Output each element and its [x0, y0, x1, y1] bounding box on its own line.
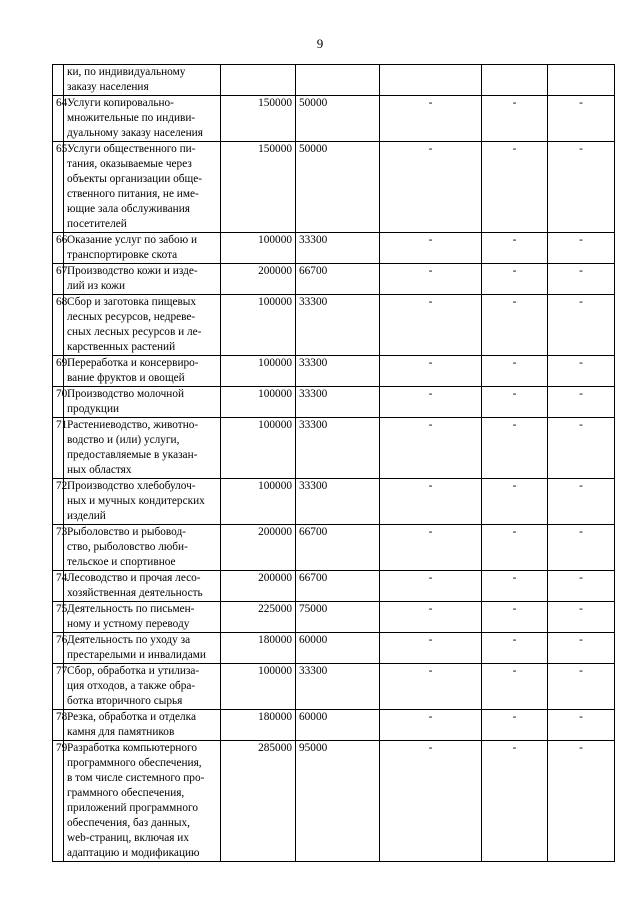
value-potential-income: 225000 [221, 602, 296, 633]
table-row [53, 571, 615, 602]
activity-name [64, 525, 221, 571]
value-col-5: - [380, 664, 482, 710]
activity-name-line: программного обеспечения, [67, 757, 202, 769]
value-tax-amount: 33300 [296, 479, 380, 525]
value-col-7: - [548, 710, 615, 741]
value-potential-income: 200000 [221, 571, 296, 602]
table-row [53, 741, 615, 862]
row-number [53, 65, 64, 96]
activity-name-line: адаптацию и модификацию [67, 847, 200, 859]
value-potential-income: 100000 [221, 356, 296, 387]
value-tax-amount: 33300 [296, 295, 380, 356]
activity-name-line: Сбор, обработка и утилиза- [67, 665, 200, 677]
value-col-6 [482, 65, 548, 96]
activity-name [64, 664, 221, 710]
value-tax-amount: 50000 [296, 142, 380, 233]
value-potential-income: 100000 [221, 664, 296, 710]
row-number: 75 [53, 602, 64, 633]
value-col-7: - [548, 356, 615, 387]
activity-name-line: ство, рыболовство люби- [67, 541, 188, 553]
activity-name [64, 418, 221, 479]
value-col-6: - [482, 710, 548, 741]
row-number: 74 [53, 571, 64, 602]
value-col-5: - [380, 233, 482, 264]
activity-name-line: Производство хлебобулоч- [67, 480, 196, 492]
activity-name [64, 741, 221, 862]
table-row [53, 264, 615, 295]
value-potential-income: 100000 [221, 387, 296, 418]
activity-name-line: web-страниц, включая их [67, 832, 189, 844]
value-col-5: - [380, 571, 482, 602]
activity-name-line: Оказание услуг по забою и [67, 234, 198, 246]
activity-name-line: сных лесных ресурсов и ле- [67, 326, 202, 338]
activity-name-line: Разработка компьютерного [67, 742, 198, 754]
value-col-6: - [482, 233, 548, 264]
activity-name-line: тания, оказываемые через [67, 158, 192, 170]
row-number: 71 [53, 418, 64, 479]
activity-name-line: транспортировке скота [67, 249, 178, 261]
activity-name-line: ция отходов, а также обра- [67, 680, 196, 692]
activity-name-line: ственного питания, не име- [67, 188, 199, 200]
row-number: 68 [53, 295, 64, 356]
activity-name-line: приложений программного [67, 802, 199, 814]
activity-name-line: предоставляемые в указан- [67, 449, 198, 461]
activity-name-line: ному и устному переводу [67, 618, 190, 630]
value-col-5: - [380, 356, 482, 387]
value-tax-amount: 33300 [296, 664, 380, 710]
row-number: 69 [53, 356, 64, 387]
activity-name-line: Услуги общественного пи- [67, 143, 196, 155]
activity-name-line: продукции [67, 403, 120, 415]
row-number: 76 [53, 633, 64, 664]
value-col-5: - [380, 418, 482, 479]
row-number: 79 [53, 741, 64, 862]
table-row [53, 295, 615, 356]
value-col-6: - [482, 525, 548, 571]
page-number: 9 [316, 36, 324, 51]
activity-name [64, 633, 221, 664]
value-col-7: - [548, 633, 615, 664]
activity-name-line: в том числе системного про- [67, 772, 205, 784]
value-col-6: - [482, 571, 548, 602]
value-tax-amount: 33300 [296, 356, 380, 387]
activity-name [64, 387, 221, 418]
tax-rates-table [52, 64, 615, 862]
value-col-5: - [380, 710, 482, 741]
activity-name-line: дуальному заказу населения [67, 127, 203, 139]
activity-name [64, 602, 221, 633]
value-col-7: - [548, 295, 615, 356]
activity-name-line: множительные по индиви- [67, 112, 196, 124]
row-number: 67 [53, 264, 64, 295]
table-row [53, 633, 615, 664]
value-col-5: - [380, 602, 482, 633]
activity-name-line: ки, по индивидуальному [67, 66, 186, 78]
value-tax-amount: 75000 [296, 602, 380, 633]
activity-name-line: граммного обеспечения, [67, 787, 185, 799]
value-potential-income: 200000 [221, 264, 296, 295]
activity-name-line: Резка, обработка и отделка [67, 711, 197, 723]
table-row [53, 664, 615, 710]
value-potential-income: 100000 [221, 479, 296, 525]
value-col-6: - [482, 142, 548, 233]
activity-name [64, 295, 221, 356]
activity-name-line: ных и мучных кондитерских [67, 495, 205, 507]
row-number: 64 [53, 96, 64, 142]
value-potential-income: 100000 [221, 295, 296, 356]
value-col-7: - [548, 664, 615, 710]
value-tax-amount: 95000 [296, 741, 380, 862]
table-row [53, 525, 615, 571]
value-col-6: - [482, 264, 548, 295]
activity-name-line: посетителей [67, 218, 127, 230]
value-col-6: - [482, 418, 548, 479]
value-tax-amount: 50000 [296, 96, 380, 142]
value-tax-amount: 66700 [296, 525, 380, 571]
activity-name-line: Деятельность по уходу за [67, 634, 191, 646]
value-col-5: - [380, 633, 482, 664]
table-row [53, 602, 615, 633]
value-tax-amount: 33300 [296, 387, 380, 418]
value-col-7: - [548, 571, 615, 602]
value-tax-amount: 60000 [296, 633, 380, 664]
value-potential-income: 150000 [221, 96, 296, 142]
activity-name-line: карственных растений [67, 341, 176, 353]
row-number: 78 [53, 710, 64, 741]
activity-name [64, 142, 221, 233]
table-row [53, 479, 615, 525]
activity-name-line: вание фруктов и овощей [67, 372, 185, 384]
row-number: 70 [53, 387, 64, 418]
value-col-6: - [482, 633, 548, 664]
table-row [53, 65, 615, 96]
activity-name [64, 479, 221, 525]
table-row [53, 418, 615, 479]
row-number: 65 [53, 142, 64, 233]
table-row [53, 142, 615, 233]
table-row [53, 356, 615, 387]
value-col-7: - [548, 142, 615, 233]
value-tax-amount [296, 65, 380, 96]
row-number: 73 [53, 525, 64, 571]
activity-name-line: Сбор и заготовка пищевых [67, 296, 197, 308]
value-col-6: - [482, 741, 548, 862]
activity-name-line: ботка вторичного сырья [67, 695, 183, 707]
value-col-5: - [380, 387, 482, 418]
value-col-5: - [380, 264, 482, 295]
activity-name-line: лесных ресурсов, недреве- [67, 311, 196, 323]
value-potential-income: 180000 [221, 633, 296, 664]
value-col-7 [548, 65, 615, 96]
value-col-7: - [548, 264, 615, 295]
activity-name-line: тельское и спортивное [67, 556, 176, 568]
activity-name [64, 65, 221, 96]
value-tax-amount: 66700 [296, 571, 380, 602]
table-row [53, 96, 615, 142]
value-col-7: - [548, 418, 615, 479]
activity-name [64, 571, 221, 602]
activity-name-line: объекты организации обще- [67, 173, 203, 185]
value-col-6: - [482, 602, 548, 633]
activity-name-line: изделий [67, 510, 106, 522]
activity-name-line: ных областях [67, 464, 132, 476]
activity-name-line: Растениеводство, животно- [67, 419, 199, 431]
activity-name [64, 264, 221, 295]
value-col-7: - [548, 525, 615, 571]
value-col-7: - [548, 96, 615, 142]
activity-name-line: камня для памятников [67, 726, 175, 738]
value-col-7: - [548, 387, 615, 418]
table-row [53, 387, 615, 418]
value-col-6: - [482, 356, 548, 387]
value-col-7: - [548, 602, 615, 633]
value-potential-income: 180000 [221, 710, 296, 741]
activity-name-line: лий из кожи [67, 280, 126, 292]
activity-name-line: хозяйственная деятельность [67, 587, 203, 599]
table-row [53, 710, 615, 741]
activity-name-line: Услуги копировально- [67, 97, 174, 109]
value-col-5: - [380, 295, 482, 356]
value-col-5 [380, 65, 482, 96]
activity-name-line: Рыболовство и рыбовод- [67, 526, 186, 538]
value-col-7: - [548, 233, 615, 264]
activity-name-line: ющие зала обслуживания [67, 203, 190, 215]
activity-name-line: обеспечения, баз данных, [67, 817, 190, 829]
row-number: 66 [53, 233, 64, 264]
value-col-6: - [482, 664, 548, 710]
value-col-5: - [380, 142, 482, 233]
value-col-5: - [380, 479, 482, 525]
row-number: 77 [53, 664, 64, 710]
activity-name-line: Лесоводство и прочая лесо- [67, 572, 201, 584]
activity-name-line: водство и (или) услуги, [67, 434, 180, 446]
value-col-7: - [548, 479, 615, 525]
value-tax-amount: 60000 [296, 710, 380, 741]
value-tax-amount: 33300 [296, 418, 380, 479]
activity-name-line: Производство молочной [67, 388, 185, 400]
activity-name-line: престарелыми и инвалидами [67, 649, 206, 661]
value-potential-income: 100000 [221, 233, 296, 264]
activity-name-line: Переработка и консервиро- [67, 357, 199, 369]
activity-name [64, 96, 221, 142]
activity-name-line: Производство кожи и изде- [67, 265, 198, 277]
row-number: 72 [53, 479, 64, 525]
activity-name [64, 356, 221, 387]
value-tax-amount: 33300 [296, 233, 380, 264]
activity-name [64, 233, 221, 264]
value-potential-income: 200000 [221, 525, 296, 571]
value-col-6: - [482, 295, 548, 356]
value-potential-income [221, 65, 296, 96]
value-potential-income: 150000 [221, 142, 296, 233]
value-col-6: - [482, 479, 548, 525]
value-potential-income: 100000 [221, 418, 296, 479]
value-tax-amount: 66700 [296, 264, 380, 295]
value-col-5: - [380, 525, 482, 571]
activity-name-line: заказу населения [67, 81, 149, 93]
value-col-6: - [482, 387, 548, 418]
activity-name [64, 710, 221, 741]
value-potential-income: 285000 [221, 741, 296, 862]
value-col-7: - [548, 741, 615, 862]
value-col-5: - [380, 96, 482, 142]
activity-name-line: Деятельность по письмен- [67, 603, 195, 615]
value-col-6: - [482, 96, 548, 142]
table-row [53, 233, 615, 264]
value-col-5: - [380, 741, 482, 862]
